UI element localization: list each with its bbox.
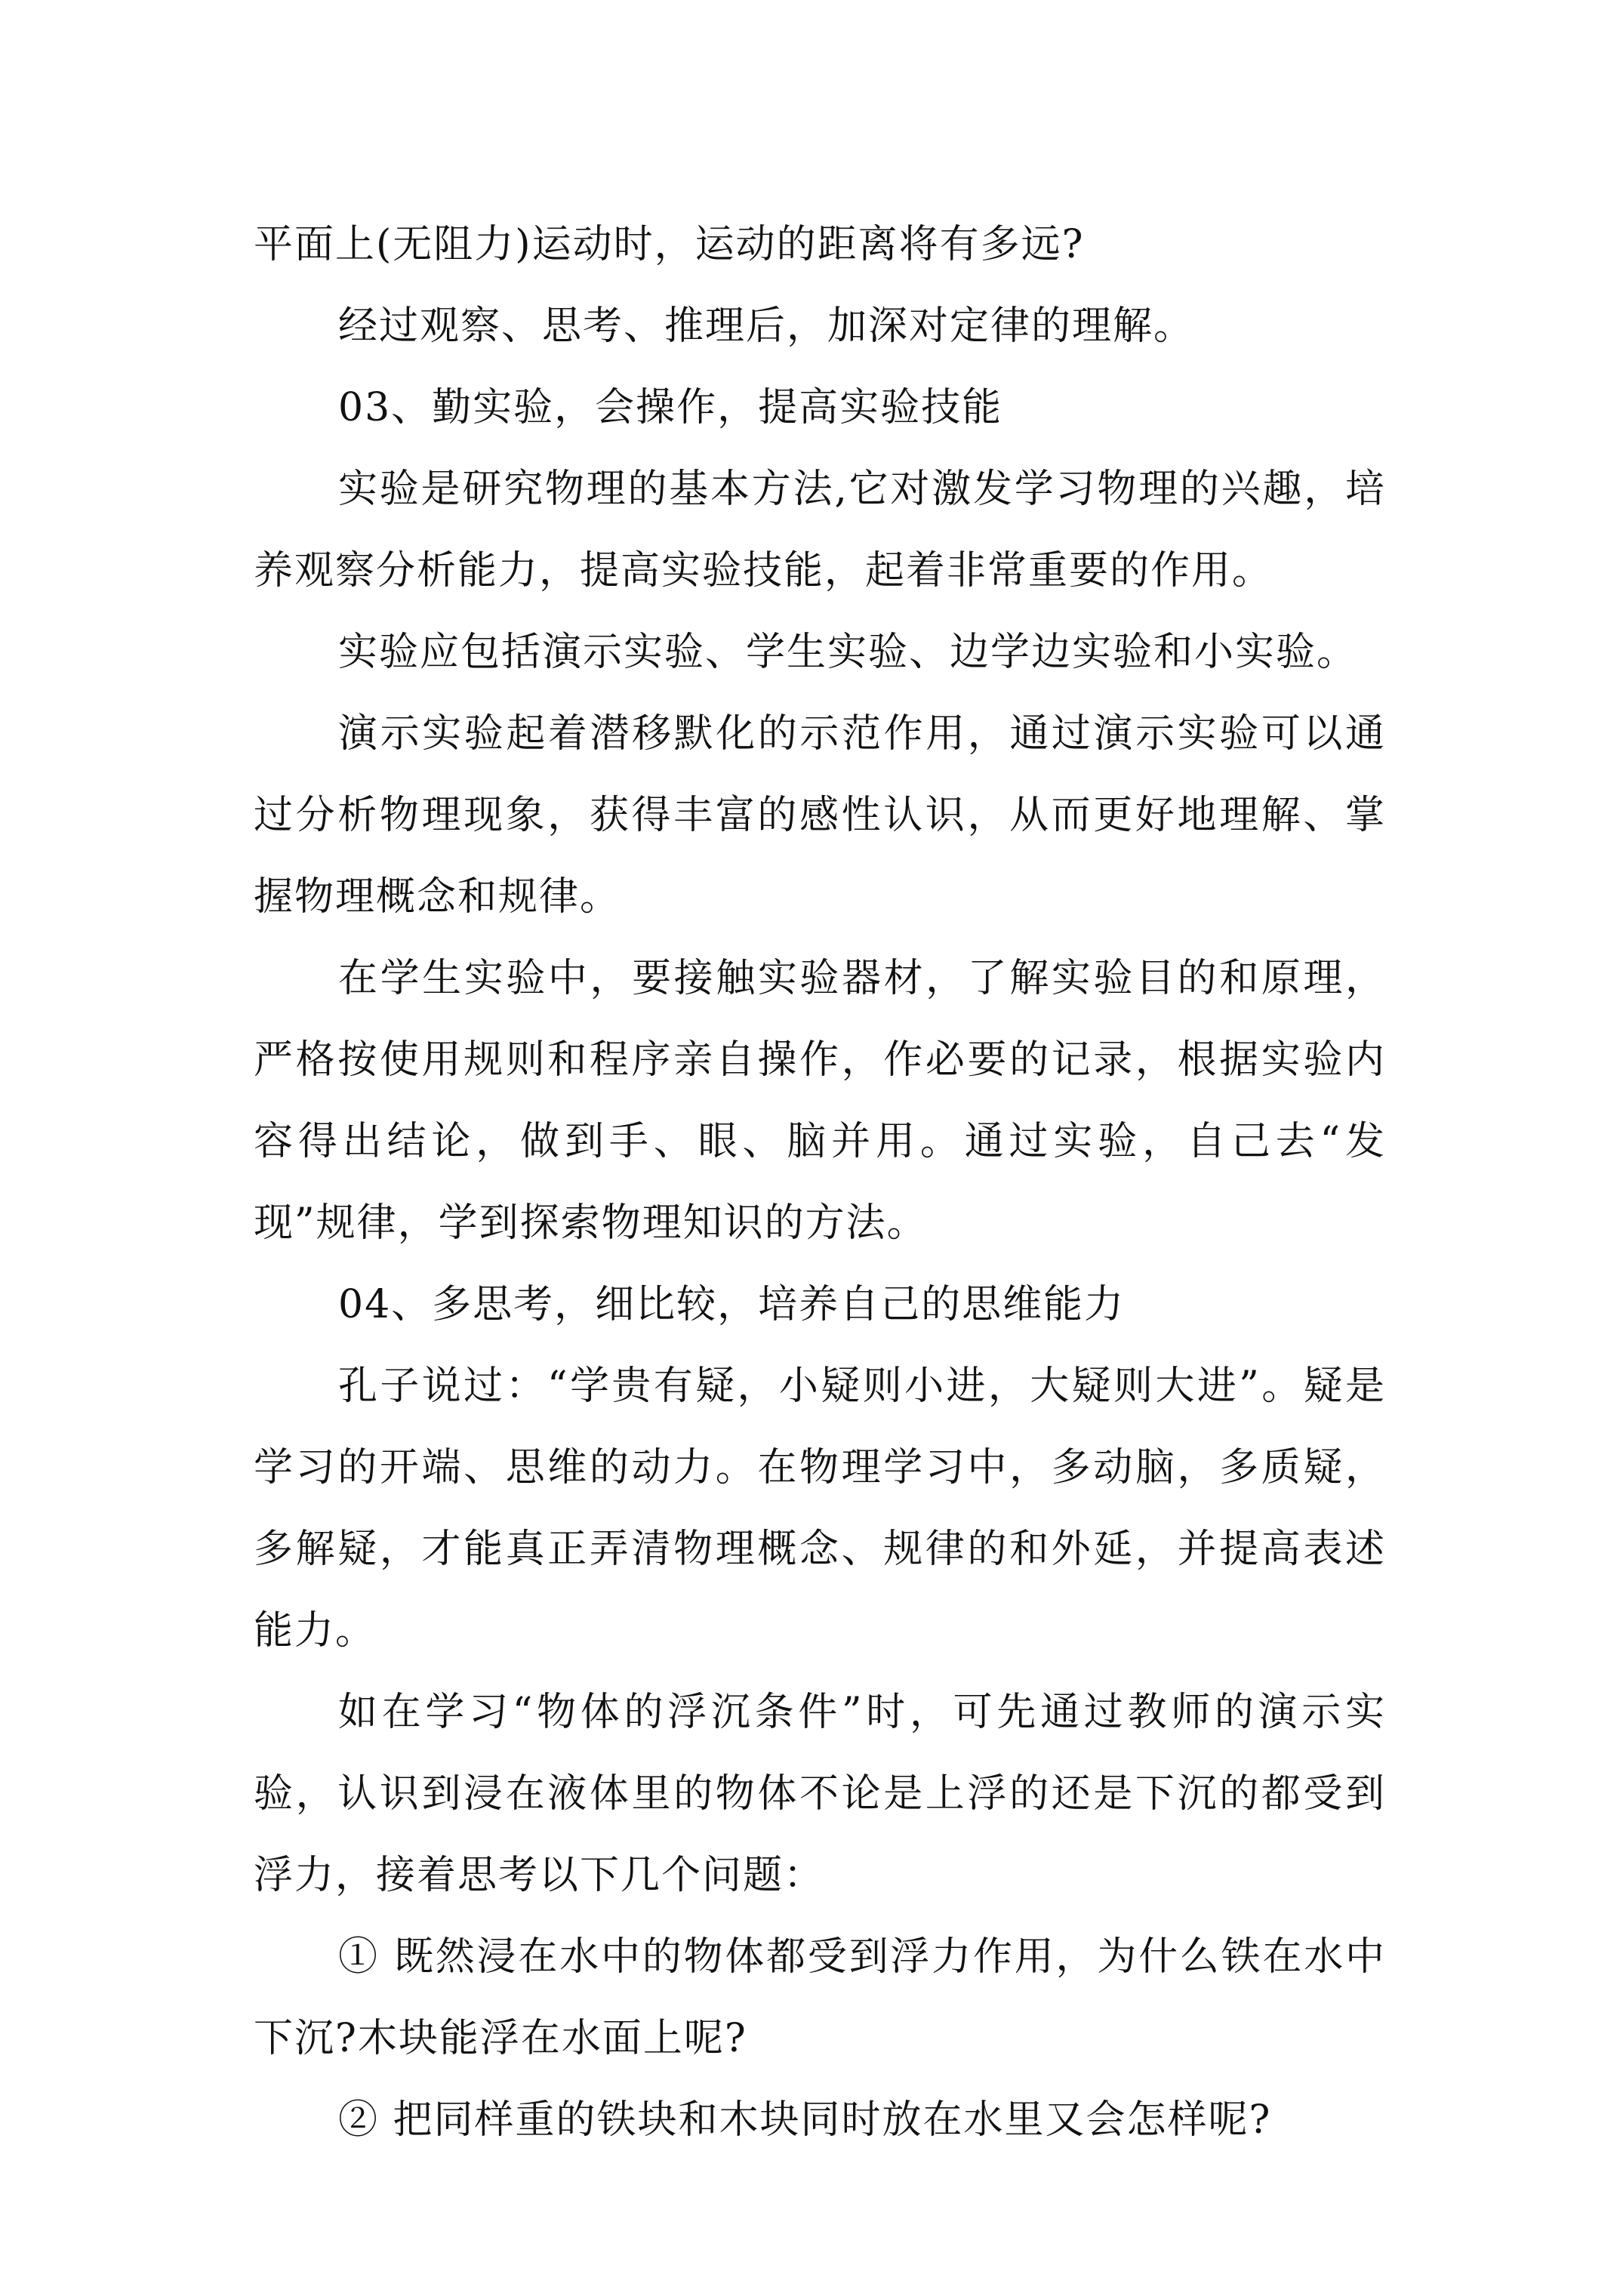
- paragraph-experiment-types: 实验应包括演示实验、学生实验、边学边实验和小实验。: [338, 630, 1358, 675]
- paragraph-demonstration: 演示实验起着潜移默化的示范作用，通过演示实验可以通过分析物理现象，获得丰富的感性认识，从而更好地理解、掌握物理概念和规律。: [254, 711, 1386, 920]
- paragraph-observation: 经过观察、思考、推理后，加深对定律的理解。: [338, 304, 1195, 349]
- paragraph-confucius-quote: 孔子说过：“学贵有疑，小疑则小进，大疑则大进”。疑是学习的开端、思维的动力。在物理学习中，多动脑，多质疑，多解疑，才能真正弄清物理概念、规律的和外延，并提高表述能力。: [254, 1364, 1386, 1653]
- paragraph-student-experiment: 在学生实验中，要接触实验器材，了解实验目的和原理，严格按使用规则和程序亲自操作，作必要的记录，根据实验内容得出结论，做到手、眼、脑并用。通过实验，自己去“发现”规律，学到探索物理知识的方法。: [254, 956, 1386, 1246]
- paragraph-buoyancy-example: 如在学习“物体的浮沉条件”时，可先通过教师的演示实验，认识到浸在液体里的物体不论是上浮的还是下沉的都受到浮力，接着思考以下几个问题：: [254, 1690, 1386, 1898]
- document-body: [254, 204, 1386, 2161]
- section-heading-03: 03、勤实验，会操作，提高实验技能: [338, 385, 1003, 430]
- paragraph-experiment-method: 实验是研究物理的基本方法,它对激发学习物理的兴趣，培养观察分析能力，提高实验技能，起着非常重要的作用。: [254, 467, 1386, 593]
- paragraph-question-1: ① 既然浸在水中的物体都受到浮力作用，为什么铁在水中下沉?木块能浮在水面上呢?: [254, 1934, 1386, 2061]
- paragraph-continuation: 平面上(无阻力)运动时，运动的距离将有多远?: [254, 222, 1085, 267]
- paragraph-question-2: ② 把同样重的铁块和木块同时放在水里又会怎样呢?: [338, 2097, 1272, 2143]
- section-heading-04: 04、多思考，细比较，培养自己的思维能力: [338, 1282, 1126, 1327]
